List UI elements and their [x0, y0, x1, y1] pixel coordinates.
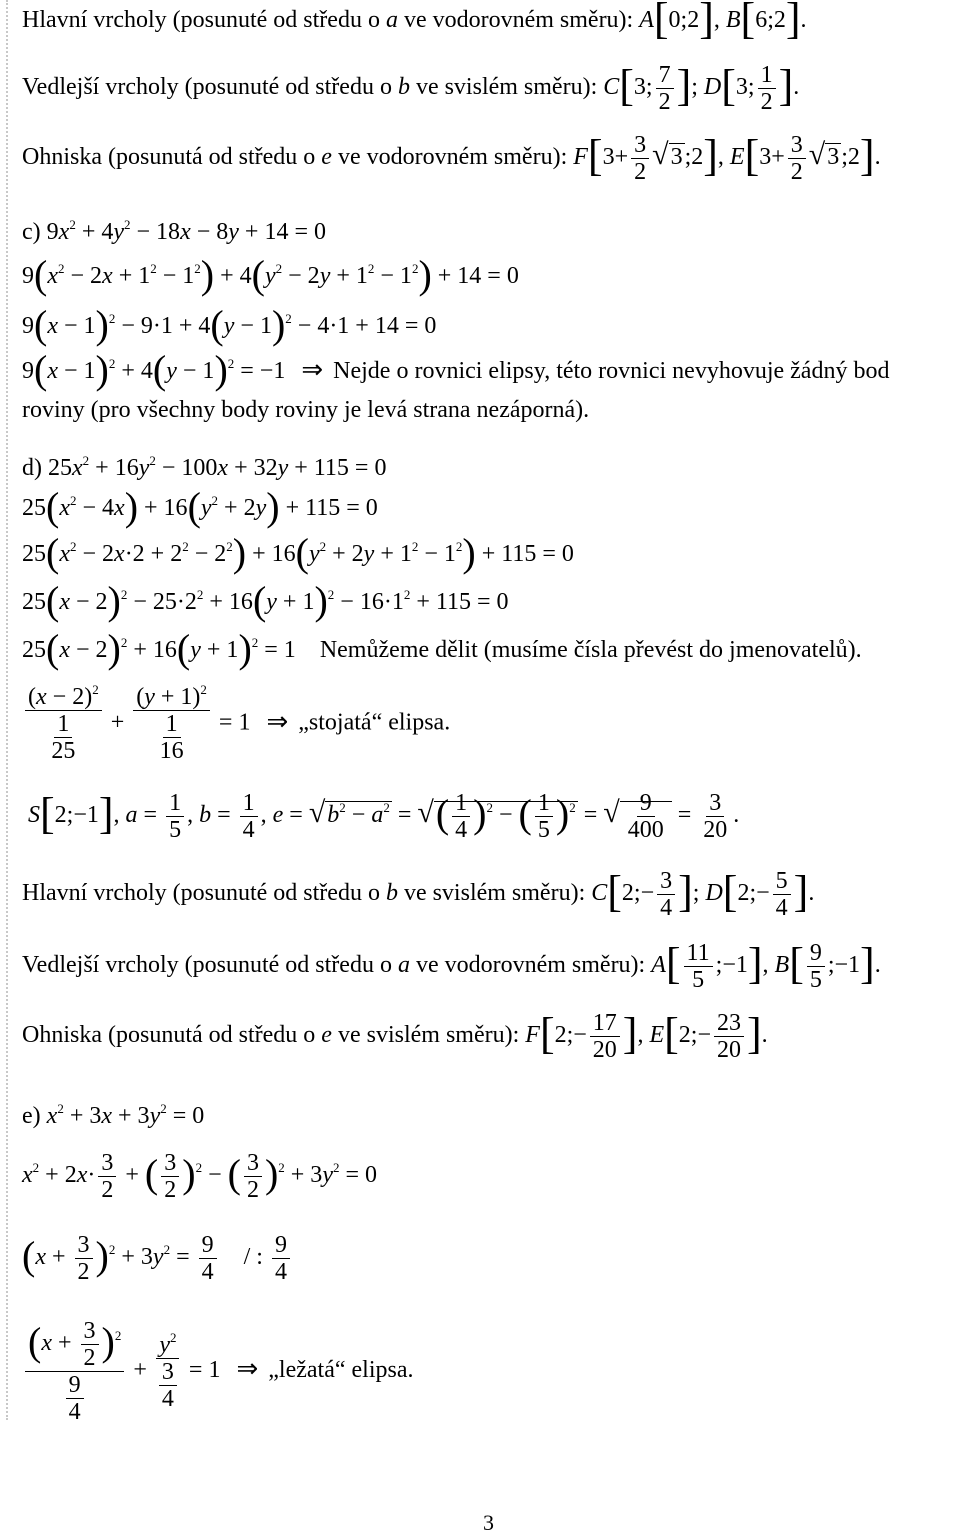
- eq-e-2: $x^2 + 2x\cdot$ $\frac{3}{2}$ + ( $\frac{3}{2}$ )$^2$ − ( $\frac{3}{2}$ )$^2 + 3y^2 = 0$: [22, 1150, 378, 1203]
- margin-dotted-border: [6, 0, 8, 1420]
- side-vertices-line-b: Vedlejší vrcholy (posunuté od středu o b ve svislém směru): C[3; $\frac{7}{2}$ ]; D[3; $\frac{1}{2}$ ].: [22, 61, 800, 115]
- foci-line-d: Ohniska (posunutá od středu o e ve svislém směru): F[2;− $\frac{17}{20}$ ], E[2;− $\frac{23}{20}$ ].: [22, 1009, 768, 1063]
- eq-e-4: (x + $\frac{3}{2}$ )$^2$ $\frac{9}{4}$ + $\frac{y^2}{\frac{3}{4}}$ = 1 ⇒ „ležatá“ elipsa.: [22, 1318, 413, 1425]
- eq-d-3: $25(x^2 - 2x\cdot 2 + 2^2 - 2^2) + 16(y^2 + 2y + 1^2 - 1^2) + 115 = 0$: [22, 530, 574, 575]
- side-vertices-line-d: Vedlejší vrcholy (posunuté od středu o a ve vodorovném směru): A[ $\frac{11}{5}$ ;−1], B[ $\frac{9}{5}$ ;−1].: [22, 939, 881, 993]
- foci-line-b: Ohniska (posunutá od středu o e ve vodorovném směru): F[3+ $\frac{3}{2}$ √3;2], E[3+ $\frac{3}{2}$ √3;2].: [22, 131, 881, 185]
- page-number: 3: [483, 1510, 494, 1535]
- c-conclusion-cont: roviny (pro všechny body roviny je levá strana nezáporná).: [22, 397, 590, 423]
- eq-d-6: $\frac{(x - 2)^2}{\frac{1}{25}}$ + $\frac{(y + 1)^2}{\frac{1}{16}}$ = 1 ⇒ „stojatá“ elipsa.: [22, 684, 450, 764]
- eq-d-5: $25(x - 2)^2 + 16(y + 1)^2 = 1$ Nemůžeme dělit (musíme čísla převést do jmenovatelů).: [22, 626, 862, 671]
- main-vertices-line-b: Hlavní vrcholy (posunuté od středu o a ve vodorovném směru): A[0;2], B[6;2].: [22, 0, 807, 43]
- eq-d-params: S[2;−1], a = $\frac{1}{5}$ , b = $\frac{1}{4}$ , $e = √b^2 - a^2$ = √( $\frac{1}{4}$ )$^2$ − ( $\frac{1}{5}$ )$^2$ = √ $\frac{9}{400}$ = $\frac{3}{20}$ .: [28, 789, 740, 843]
- eq-e-3: (x + $\frac{3}{2}$ )$^2 + 3y^2$ = $\frac{9}{4}$ / : $\frac{9}{4}$: [22, 1232, 293, 1285]
- eq-e-1: e) $x^2 + 3x + 3y^2 = 0$: [22, 1101, 205, 1129]
- main-vertices-line-d: Hlavní vrcholy (posunuté od středu o b ve svislém směru): C[2;− $\frac{3}{4}$ ]; D[2;− $\frac{5}{4}$ ].: [22, 867, 815, 921]
- eq-c-1: c) $9x^2 + 4y^2 - 18x - 8y + 14 = 0$: [22, 217, 326, 245]
- eq-c-4: $9(x - 1)^2 + 4(y - 1)^2 = -1$ ⇒ Nejde o rovnici elipsy, této rovnici nevyhovuje žádný bod: [22, 347, 890, 392]
- eq-c-2: $9(x^2 - 2x + 1^2 - 1^2) + 4(y^2 - 2y + 1^2 - 1^2) + 14 = 0$: [22, 252, 519, 297]
- eq-d-1: d) $25x^2 + 16y^2 - 100x + 32y + 115 = 0$: [22, 453, 387, 481]
- eq-d-4: $25(x - 2)^2 - 25\cdot 2^2 + 16(y + 1)^2 - 16\cdot 1^2 + 115 = 0$: [22, 578, 509, 623]
- eq-d-2: $25(x^2 - 4x) + 16(y^2 + 2y) + 115 = 0$: [22, 484, 378, 529]
- eq-c-3: $9(x - 1)^2 - 9\cdot 1 + 4(y - 1)^2 - 4\cdot 1 + 14 = 0$: [22, 302, 437, 347]
